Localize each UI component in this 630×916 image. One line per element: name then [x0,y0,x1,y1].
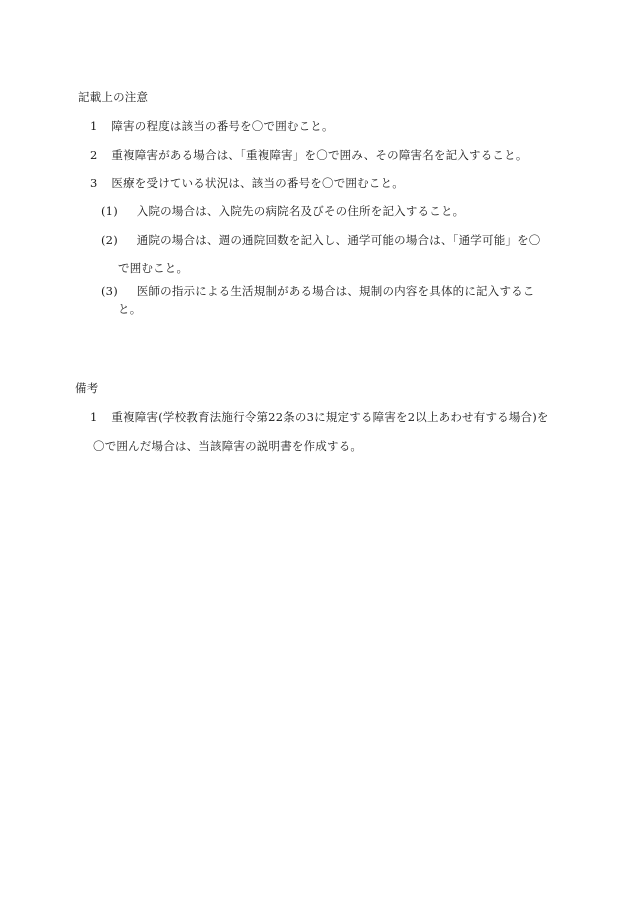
note-subitem-3 [101,284,535,298]
remarks-heading: 備考 [75,381,99,395]
note-subitem-number: (3) [101,284,118,298]
note-subitem-2-continuation: で囲むこと。 [118,261,189,275]
note-subitem-1 [101,204,464,218]
note-subitem-3-continuation: と。 [118,302,142,316]
note-item-number: 2 [90,148,98,162]
note-subitem-number: (1) [101,204,118,218]
note-subitem-text: 通院の場合は、週の通院回数を記入し、通学可能の場合は、「通学可能」を〇 [136,233,541,247]
note-subitem-text: 入院の場合は、入院先の病院名及びその住所を記入すること。 [136,204,465,218]
remark-item-text: 重複障害(学校教育法施行令第22条の3に規定する障害を2以上あわせ有する場合)を [111,410,549,424]
notes-heading: 記載上の注意 [78,90,149,104]
note-subitem-text: 医師の指示による生活規制がある場合は、規制の内容を具体的に記入するこ [136,284,535,298]
note-item-number: 3 [90,176,98,190]
note-item-text: 障害の程度は該当の番号を〇で囲むこと。 [111,119,334,133]
note-item-text: 重複障害がある場合は、「重複障害」を〇で囲み、その障害名を記入すること。 [111,148,528,162]
note-subitem-number: (2) [101,233,118,247]
remark-item-1-continuation: 〇で囲んだ場合は、当該障害の説明書を作成する。 [93,439,363,453]
note-item-number: 1 [90,119,98,133]
note-item-2 [90,148,528,162]
note-subitem-2 [101,233,541,247]
note-item-1 [90,119,334,133]
remark-item-1 [90,410,549,424]
note-item-text: 医療を受けている状況は、該当の番号を〇で囲むこと。 [111,176,404,190]
remark-item-number: 1 [90,410,98,424]
note-item-3 [90,176,404,190]
